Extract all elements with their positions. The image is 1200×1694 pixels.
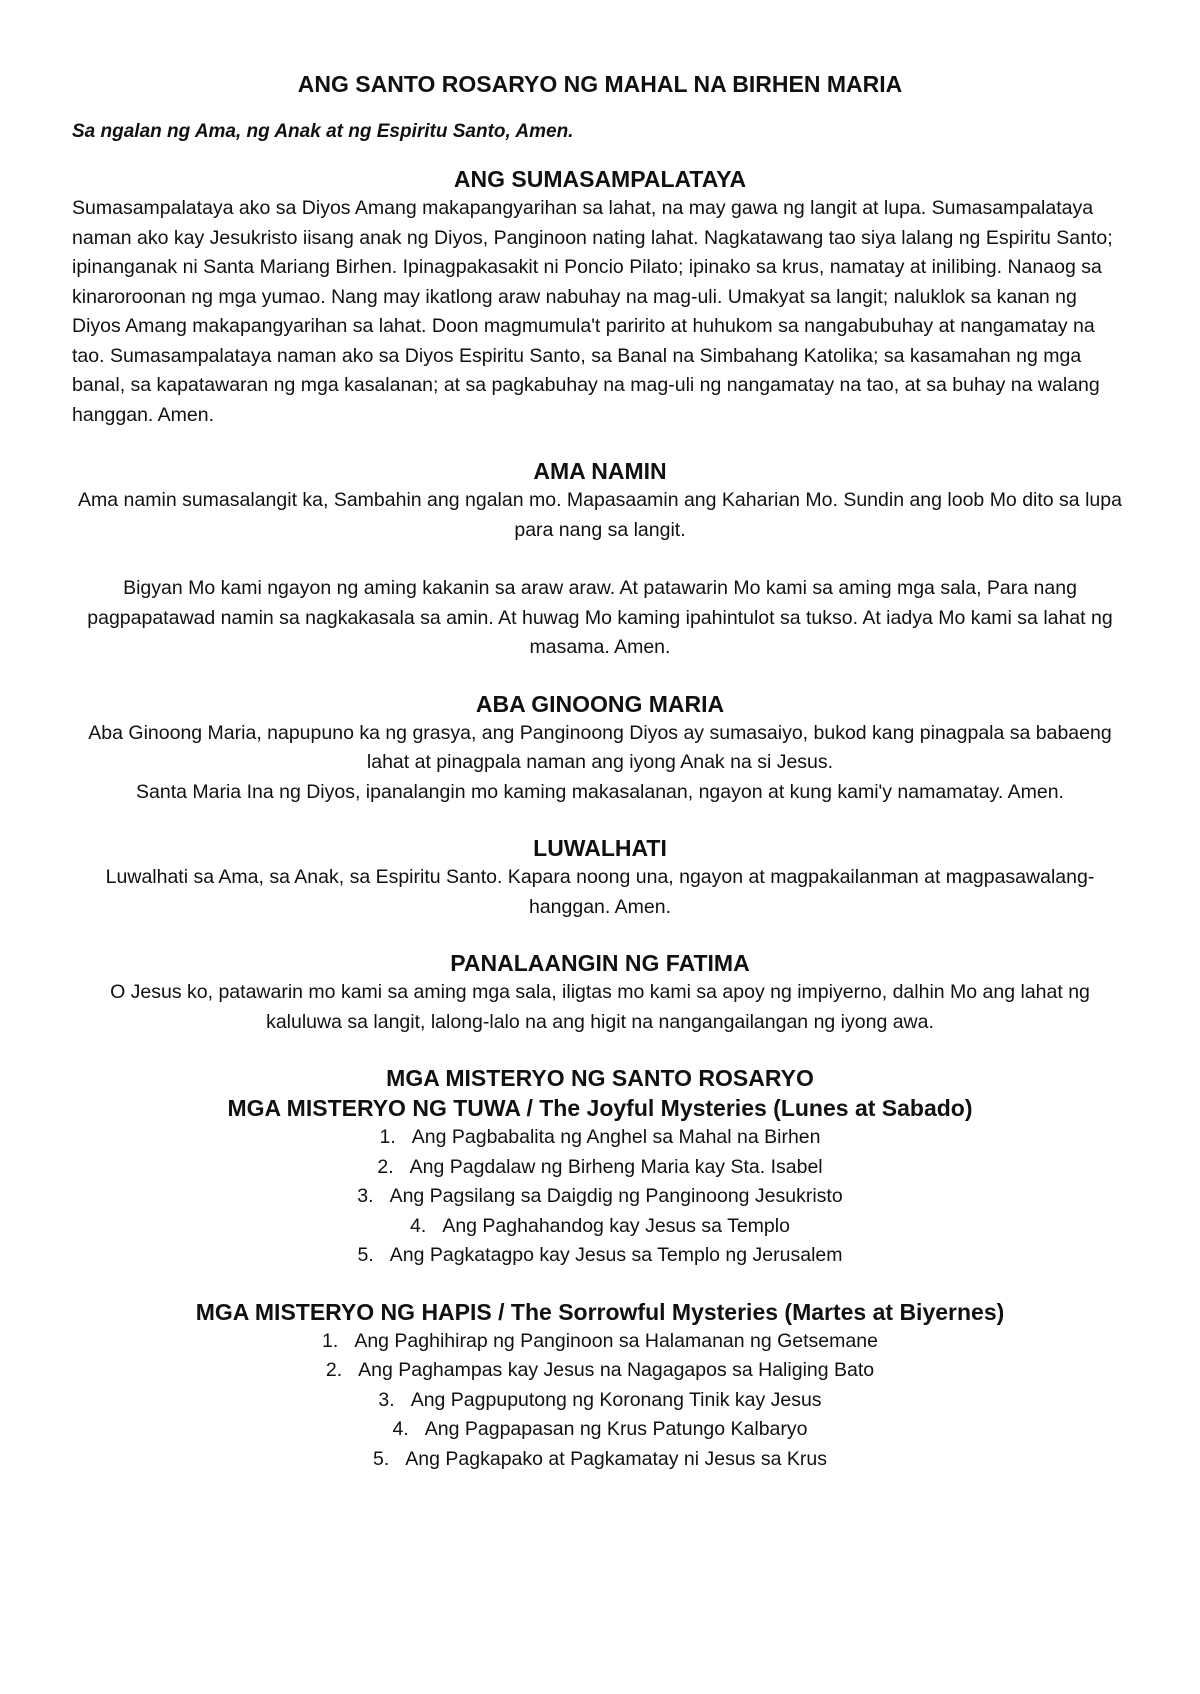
glory-be-section — [72, 833, 1128, 922]
our-father-section — [72, 456, 1128, 663]
hail-mary-heading: ABA GINOONG MARIA — [475, 690, 725, 717]
glory-be-heading: LUWALHATI — [533, 835, 667, 861]
list-item-text: Ang Pagkapako at Pagkamatay ni Jesus sa Krus — [405, 1447, 827, 1470]
list-number: 1. — [379, 1126, 396, 1148]
list-item-text: Ang Pagbabalita ng Anghel sa Mahal na Birhen — [411, 1126, 821, 1148]
list-item — [72, 1153, 1128, 1183]
fatima-section — [72, 948, 1128, 1037]
document-title: ANG SANTO ROSARYO NG MAHAL NA BIRHEN MARIA — [297, 71, 903, 97]
list-item — [72, 1415, 1128, 1445]
list-number: 4. — [392, 1418, 409, 1440]
list-item — [72, 1445, 1128, 1475]
section-spacer — [72, 663, 1128, 689]
joyful-mysteries-heading: MGA MISTERYO NG TUWA / The Joyful Mysteries (Lunes at Sabado) — [227, 1095, 973, 1121]
list-item — [72, 1386, 1128, 1416]
list-item-text: Ang Pagsilang sa Daigdig ng Panginoong Jesukristo — [389, 1185, 843, 1207]
sorrowful-mysteries-list — [72, 1327, 1128, 1475]
list-number: 2. — [325, 1359, 343, 1381]
list-number: 5. — [357, 1244, 374, 1266]
joyful-mysteries-list — [72, 1123, 1128, 1271]
section-spacer — [72, 1271, 1128, 1297]
section-spacer — [72, 807, 1128, 833]
list-number: 3. — [378, 1388, 395, 1411]
list-item — [72, 1212, 1128, 1242]
hail-mary-paragraph-1: Aba Ginoong Maria, napupuno ka ng grasya, ang Panginoong Diyos ay sumasaiyo, bukod kang pinagpala sa babaeng lahat at pinagpala naman ang iyong Anak na si Jesus. — [88, 721, 1112, 773]
creed-heading: ANG SUMASAMPALATAYA — [453, 166, 747, 192]
list-number: 2. — [377, 1155, 394, 1178]
list-number: 1. — [322, 1329, 339, 1352]
creed-text: Sumasampalataya ako sa Diyos Amang makapangyarihan sa lahat, na may gawa ng langit at lupa. Sumasampalataya naman ako kay Jesukristo iisang anak ng Diyos, Panginoon nating lahat. Nagkatawang tao siya lalang ng Espiritu Santo; ipinanganak ni Santa Mariang Birhen. Ipinagpakasakit ni Poncio Pilato; ipinako sa krus, namatay at inilibing. Nanaog sa kinaroroonan ng mga yumao. Nang may ikatlong araw nabuhay na mag-uli. Umakyat sa langit; naluklok sa kanan ng Diyos Amang makapangyarihan sa lahat. Doon magmumula't paririto at huhukom sa nangabubuhay at nangamatay na tao. Sumasampalataya naman ako sa Diyos Espiritu Santo, sa Banal na Simbahang Katolika; sa kasamahan ng mga banal, sa kapatawaran ng mga kasalanan; at sa pagkabuhay na mag-uli ng nangamatay na tao, at sa buhay na walang hanggan. Amen. — [72, 197, 1113, 426]
list-item-text: Ang Paghihirap ng Panginoon sa Halamanan ng Getsemane — [354, 1329, 878, 1352]
glory-be-text: Luwalhati sa Ama, sa Anak, sa Espiritu Santo. Kapara noong una, ngayon at magpakailanman at magpasawalang-hanggan. Amen. — [105, 866, 1095, 918]
list-item — [72, 1327, 1128, 1357]
mysteries-section — [72, 1063, 1128, 1474]
list-item-text: Ang Paghahandog kay Jesus sa Templo — [442, 1214, 790, 1237]
list-item-text: Ang Pagdalaw ng Birheng Maria kay Sta. Isabel — [409, 1155, 823, 1178]
our-father-paragraph-1: Ama namin sumasalangit ka, Sambahin ang ngalan mo. Mapasaamin ang Kaharian Mo. Sundin ang loob Mo dito sa lupa para nang sa langit. — [78, 489, 1122, 541]
list-item — [72, 1356, 1128, 1386]
list-item — [72, 1241, 1128, 1271]
our-father-paragraph-2: Bigyan Mo kami ngayon ng aming kakanin sa araw araw. At patawarin Mo kami sa aming mga sala, Para nang pagpapatawad namin sa nagkakasala sa amin. At huwag Mo kaming ipahintulot sa tukso. At iadya Mo kami sa lahat ng masama. Amen. — [87, 577, 1113, 658]
fatima-heading: PANALAANGIN NG FATIMA — [450, 950, 750, 976]
list-item-text: Ang Pagpapasan ng Krus Patungo Kalbaryo — [424, 1418, 808, 1440]
list-item-text: Ang Pagkatagpo kay Jesus sa Templo ng Jerusalem — [389, 1244, 843, 1266]
our-father-heading: AMA NAMIN — [533, 458, 667, 484]
fatima-text: O Jesus ko, patawarin mo kami sa aming mga sala, iligtas mo kami sa apoy ng impiyerno, dalhin Mo ang lahat ng kaluluwa sa langit, lalong-lalo na ang higit na nangangailangan ng iyong awa. — [110, 981, 1090, 1033]
list-number: 4. — [410, 1214, 427, 1237]
hail-mary-section — [72, 689, 1128, 808]
list-number: 5. — [373, 1447, 390, 1470]
document-page — [72, 70, 1128, 1474]
section-spacer — [72, 1037, 1128, 1063]
sorrowful-mysteries-heading: MGA MISTERYO NG HAPIS / The Sorrowful Mysteries (Martes at Biyernes) — [195, 1298, 1005, 1325]
list-number: 3. — [357, 1185, 374, 1207]
list-item-text: Ang Paghampas kay Jesus na Nagagapos sa Haliging Bato — [358, 1359, 875, 1381]
list-item-text: Ang Pagpuputong ng Koronang Tinik kay Jesus — [410, 1388, 822, 1411]
creed-section — [72, 164, 1128, 430]
list-item — [72, 1182, 1128, 1212]
paragraph-spacer — [72, 545, 1128, 574]
list-item — [72, 1123, 1128, 1153]
invocation-line: Sa ngalan ng Ama, ng Anak at ng Espiritu Santo, Amen. — [72, 121, 574, 142]
section-spacer — [72, 922, 1128, 948]
hail-mary-paragraph-2: Santa Maria Ina ng Diyos, ipanalangin mo kaming makasalanan, ngayon at kung kami'y namamatay. Amen. — [136, 780, 1064, 803]
mysteries-heading: MGA MISTERYO NG SANTO ROSARYO — [386, 1065, 814, 1091]
